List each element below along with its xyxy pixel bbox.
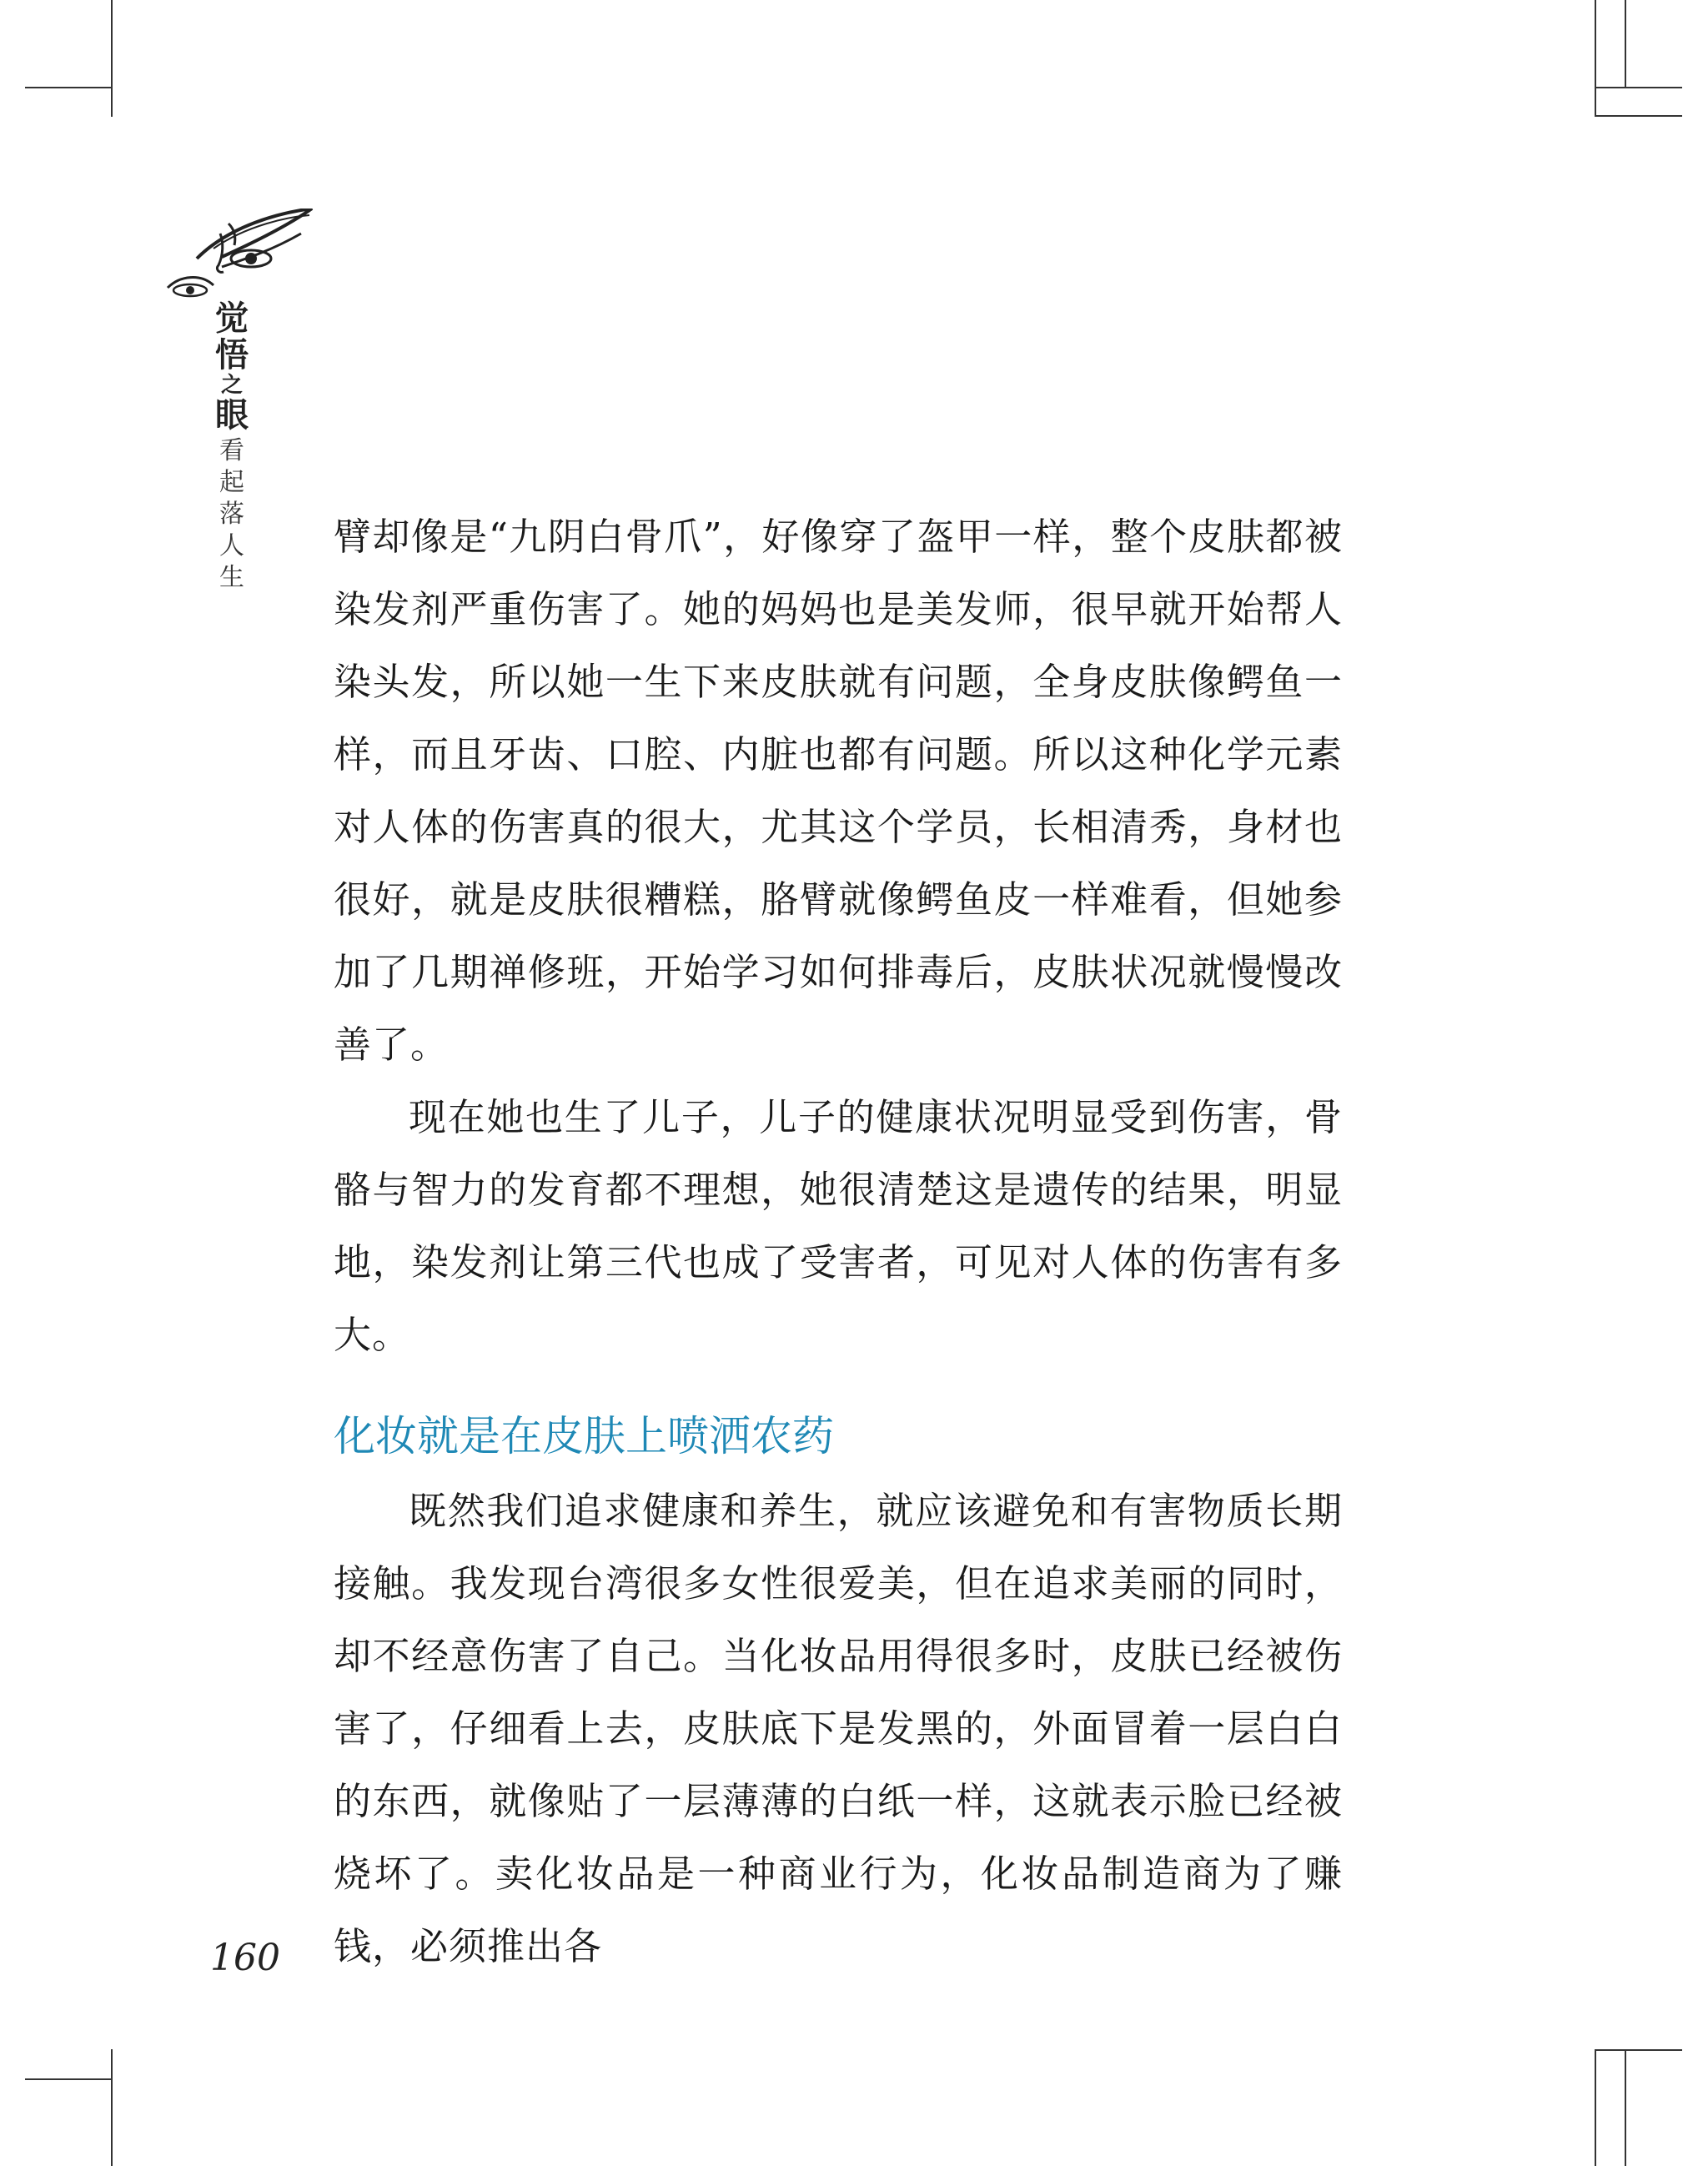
crop-mark-top-right-horizontal [1595, 87, 1682, 88]
crop-mark-top-right-vertical [1595, 0, 1596, 117]
subtitle-char: 起 [219, 468, 244, 497]
body-paragraph: 臂却像是“九阴白骨爪”，好像穿了盔甲一样，整个皮肤都被染发剂严重伤害了。她的妈妈也是美发师，很早就开始帮人染头发，所以她一生下来皮肤就有问题，全身皮肤像鳄鱼一样，而且牙齿、口腔、内脏也都有问题。所以这种化学元素对人体的伤害真的很大，尤其这个学员，长相清秀，身材也很好，就是皮肤很糟糕，胳臂就像鳄鱼皮一样难看，但她参加了几期禅修班，开始学习如何排毒后，皮肤状况就慢慢改善了。 [334, 515, 1343, 1067]
section-heading: 化妆就是在皮肤上喷洒农药 [334, 1412, 834, 1460]
buddha-eyes-icon [163, 209, 314, 309]
title-char: 觉 [215, 299, 249, 338]
crop-mark-bottom-left-horizontal [25, 2078, 113, 2080]
page-number: 160 [210, 1937, 280, 1979]
crop-mark-top-left-horizontal [25, 87, 113, 88]
title-char: 之 [220, 373, 243, 398]
crop-mark-bottom-right-horizontal [1595, 2049, 1682, 2051]
crop-mark-top-right-horizontal-2 [1595, 115, 1682, 117]
crop-mark-top-right-vertical-2 [1625, 0, 1626, 87]
crop-mark-bottom-right-vertical [1595, 2049, 1596, 2166]
subtitle-char: 人 [219, 531, 244, 560]
crop-mark-bottom-left-vertical [111, 2049, 113, 2166]
subtitle-char: 生 [219, 563, 244, 592]
title-char: 眼 [215, 396, 249, 435]
book-title-vertical [213, 300, 251, 592]
crop-mark-bottom-right-vertical-2 [1625, 2049, 1626, 2166]
page-body [334, 500, 1343, 1983]
title-char: 悟 [215, 336, 249, 374]
subtitle-char: 落 [219, 500, 244, 529]
subtitle-char: 看 [219, 436, 244, 465]
crop-mark-top-left-vertical [111, 0, 113, 117]
body-paragraph: 既然我们追求健康和养生，就应该避免和有害物质长期接触。我发现台湾很多女性很爱美，但在追求美丽的同时，却不经意伤害了自己。当化妆品用得很多时，皮肤已经被伤害了，仔细看上去，皮肤底下是发黑的，外面冒着一层白白的东西，就像贴了一层薄薄的白纸一样，这就表示脸已经被烧坏了。卖化妆品是一种商业行为，化妆品制造商为了赚钱，必须推出各 [334, 1489, 1343, 1968]
body-paragraph: 现在她也生了儿子，儿子的健康状况明显受到伤害，骨骼与智力的发育都不理想，她很清楚这是遗传的结果，明显地，染发剂让第三代也成了受害者，可见对人体的伤害有多大。 [334, 1095, 1343, 1357]
